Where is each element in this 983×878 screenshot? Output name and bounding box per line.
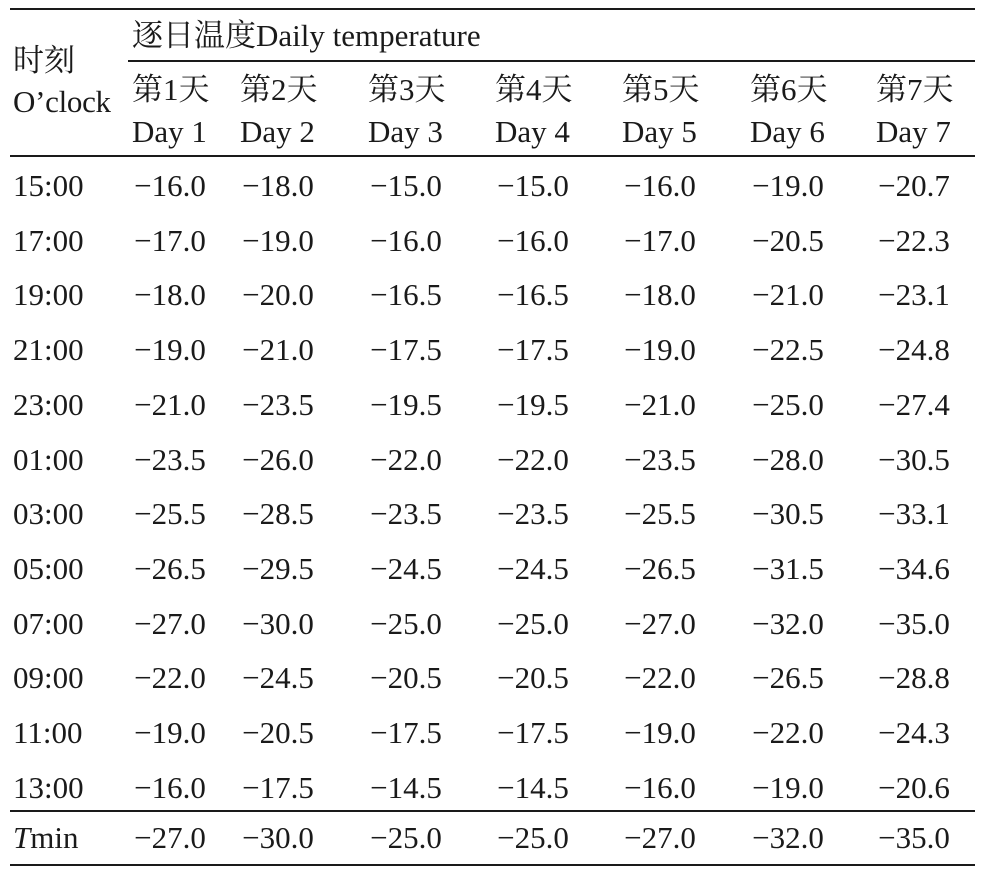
table-cell: −27.4 [878,386,950,422]
table-cell: −22.0 [370,441,442,477]
table-cell: −22.3 [878,222,950,258]
table-cell: −22.5 [752,332,824,368]
table-cell: −26.5 [624,550,696,586]
row-time: 05:00 [13,550,84,586]
table-cell: −24.5 [242,660,314,696]
table-cell: −23.5 [624,441,696,477]
table-cell: −18.0 [242,168,314,203]
day-header-en: Day 7 [876,114,951,149]
table-cell: −29.5 [242,550,314,586]
tmin-label-symbol: T [13,820,31,855]
row-time: 17:00 [13,222,84,258]
table-cell: −30.5 [752,496,824,532]
table-cell: −14.5 [370,769,442,805]
table-cell: −26.5 [752,660,824,696]
day-header-cn: 第3天 [368,72,446,107]
table-cell: −15.0 [370,168,442,203]
table-cell: −27.0 [134,605,206,641]
header-rule [10,155,975,157]
table-cell: −19.0 [752,769,824,805]
table-cell: −26.0 [242,441,314,477]
table-cell: −30.0 [242,605,314,641]
table-cell: −34.6 [878,550,950,586]
tmin-cell: −32.0 [752,820,824,855]
table-cell: −25.0 [752,386,824,422]
table-cell: −28.5 [242,496,314,532]
day-header-cn: 第1天 [132,72,210,107]
table-cell: −19.0 [134,332,206,368]
table-cell: −25.5 [624,496,696,532]
table-cell: −19.0 [624,332,696,368]
row-time: 19:00 [13,277,84,313]
table-cell: −24.3 [878,715,950,750]
tmin-cell: −25.0 [370,820,442,855]
table-cell: −16.5 [497,277,569,313]
table-cell: −18.0 [134,277,206,313]
table-cell: −18.0 [624,277,696,313]
table-cell: −31.5 [752,550,824,586]
table-cell: −24.5 [370,550,442,586]
table-cell: −17.5 [370,715,442,750]
tmin-label [13,822,78,853]
table-cell: −20.5 [370,660,442,696]
table-cell: −17.5 [497,715,569,750]
group-rule [128,60,975,62]
table-cell: −23.5 [242,386,314,422]
group-title: 逐日温度Daily temperature [132,18,481,53]
table-cell: −20.7 [878,168,950,203]
day-header-en: Day 1 [132,114,207,149]
table-cell: −14.5 [497,769,569,805]
table-cell: −20.6 [878,769,950,805]
top-rule [10,8,975,10]
table-cell: −21.0 [134,386,206,422]
day-header-cn: 第2天 [240,72,318,107]
table-cell: −16.0 [370,222,442,258]
table-cell: −20.5 [752,222,824,258]
table-cell: −20.5 [242,715,314,750]
table-cell: −15.0 [497,168,569,203]
table-cell: −19.5 [497,386,569,422]
day-header-en: Day 5 [622,114,697,149]
table-cell: −17.0 [134,222,206,258]
table-cell: −24.5 [497,550,569,586]
table-cell: −21.0 [752,277,824,313]
day-header-cn: 第6天 [750,72,828,107]
table-cell: −23.5 [497,496,569,532]
day-header-en: Day 2 [240,114,315,149]
table-cell: −17.5 [242,769,314,805]
tmin-cell: −27.0 [624,820,696,855]
table-cell: −22.0 [752,715,824,750]
day-header-cn: 第7天 [876,72,954,107]
row-time: 23:00 [13,386,84,422]
table-cell: −25.0 [497,605,569,641]
tmin-cell: −25.0 [497,820,569,855]
table-cell: −24.8 [878,332,950,368]
row-time: 09:00 [13,660,84,696]
table-cell: −16.0 [134,769,206,805]
tmin-cell: −27.0 [134,820,206,855]
table-cell: −35.0 [878,605,950,641]
table-cell: −33.1 [878,496,950,532]
table-cell: −17.0 [624,222,696,258]
table-cell: −19.0 [242,222,314,258]
row-time: 11:00 [13,715,83,750]
row-time: 01:00 [13,441,84,477]
day-header-en: Day 6 [750,114,825,149]
table-cell: −16.0 [134,168,206,203]
table-cell: −19.0 [752,168,824,203]
table-cell: −30.5 [878,441,950,477]
row-time: 13:00 [13,769,84,805]
table-cell: −22.0 [497,441,569,477]
row-time: 07:00 [13,605,84,641]
table-cell: −20.0 [242,277,314,313]
table-cell: −28.8 [878,660,950,696]
table-cell: −20.5 [497,660,569,696]
table-cell: −22.0 [624,660,696,696]
row-time: 15:00 [13,168,84,203]
table-cell: −32.0 [752,605,824,641]
table-cell: −23.5 [134,441,206,477]
day-header-cn: 第5天 [622,72,700,107]
table-cell: −16.0 [624,168,696,203]
summary-rule [10,810,975,812]
row-time: 21:00 [13,332,84,368]
table-cell: −17.5 [370,332,442,368]
table-cell: −16.0 [497,222,569,258]
tmin-label-subscript: min [30,820,79,855]
table-cell: −19.0 [624,715,696,750]
table-cell: −25.5 [134,496,206,532]
table-cell: −19.0 [134,715,206,750]
tmin-cell: −35.0 [878,820,950,855]
table-cell: −16.5 [370,277,442,313]
table-cell: −26.5 [134,550,206,586]
table-cell: −21.0 [242,332,314,368]
time-label-en: O’clock [13,84,111,119]
tmin-cell: −30.0 [242,820,314,855]
table-cell: −23.1 [878,277,950,313]
bottom-rule [10,864,975,866]
table-cell: −22.0 [134,660,206,696]
day-header-cn: 第4天 [495,72,573,107]
day-header-en: Day 3 [368,114,443,149]
table-cell: −25.0 [370,605,442,641]
table-cell: −19.5 [370,386,442,422]
day-header-en: Day 4 [495,114,570,149]
table-cell: −16.0 [624,769,696,805]
row-time: 03:00 [13,496,84,532]
table-cell: −23.5 [370,496,442,532]
table-cell: −21.0 [624,386,696,422]
table-cell: −27.0 [624,605,696,641]
table-cell: −17.5 [497,332,569,368]
time-label-cn: 时刻 [13,43,75,78]
table-cell: −28.0 [752,441,824,477]
